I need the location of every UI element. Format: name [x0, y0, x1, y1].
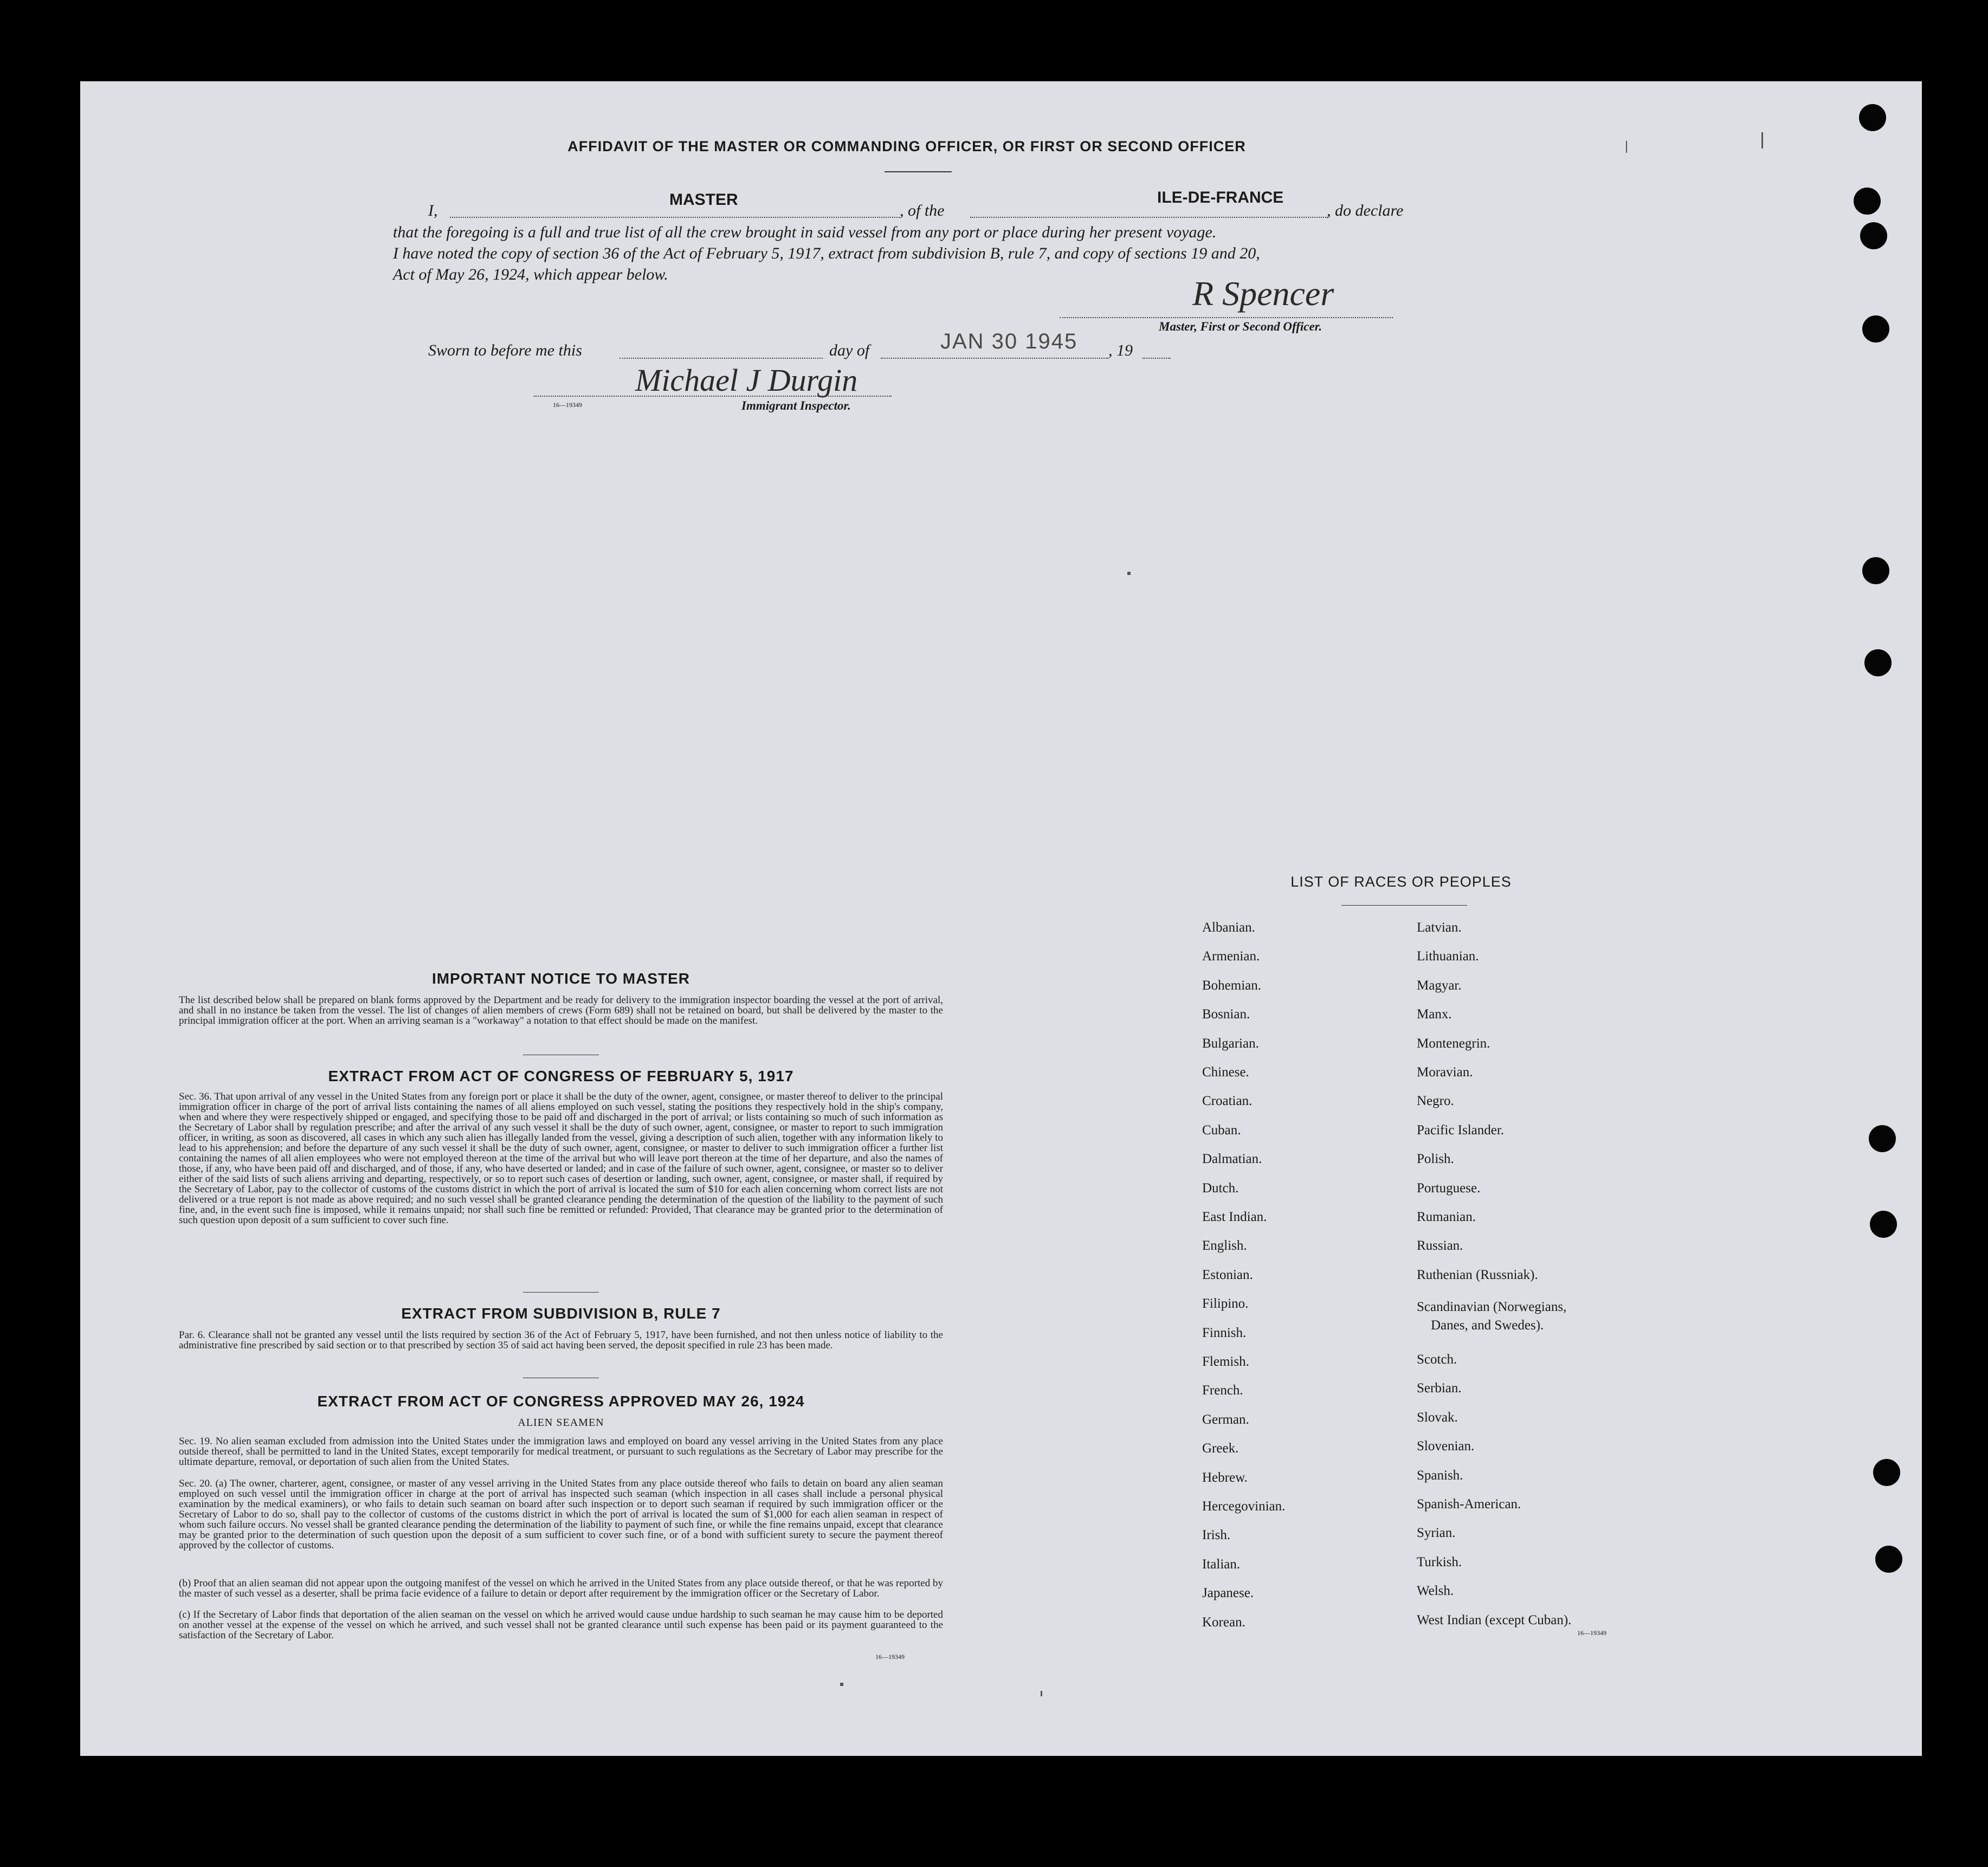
- scan-speck: [1761, 132, 1763, 148]
- affidavit-line-4: Act of May 26, 1924, which appear below.: [393, 266, 668, 283]
- binder-hole: [1854, 188, 1881, 215]
- race-item: Moravian.: [1417, 1065, 1473, 1080]
- form-number-bottom-right: 16—19349: [1577, 1629, 1606, 1637]
- race-item: Greek.: [1202, 1441, 1239, 1456]
- form-number-top: 16—19349: [553, 401, 582, 409]
- binder-hole: [1873, 1459, 1900, 1486]
- extract-rule7-title: EXTRACT FROM SUBDIVISION B, RULE 7: [401, 1305, 721, 1322]
- race-item: Pacific Islander.: [1417, 1123, 1505, 1138]
- day-of-label: day of: [829, 341, 870, 359]
- race-item: English.: [1202, 1238, 1247, 1253]
- master-value: MASTER: [669, 191, 738, 209]
- ship-value: ILE-DE-FRANCE: [1157, 189, 1284, 206]
- race-item: West Indian (except Cuban).: [1417, 1613, 1572, 1627]
- race-item: Japanese.: [1202, 1586, 1254, 1600]
- race-item: Scotch.: [1417, 1352, 1457, 1367]
- affidavit-line-2: that the foregoing is a full and true list of all the crew brought in said vessel from any port or place during her present voyage.: [393, 223, 1217, 241]
- race-item: Serbian.: [1417, 1381, 1462, 1396]
- race-item: Spanish.: [1417, 1468, 1463, 1483]
- race-item: Syrian.: [1417, 1526, 1456, 1540]
- race-item: Finnish.: [1202, 1326, 1247, 1340]
- race-item: Turkish.: [1417, 1555, 1462, 1569]
- notice-title: IMPORTANT NOTICE TO MASTER: [431, 970, 690, 987]
- race-item: German.: [1202, 1412, 1249, 1427]
- race-item: Magyar.: [1417, 978, 1462, 993]
- race-item: Portuguese.: [1417, 1181, 1481, 1196]
- race-item: Negro.: [1417, 1094, 1454, 1108]
- i-label: I,: [428, 202, 438, 219]
- inspector-caption: Immigrant Inspector.: [741, 399, 851, 412]
- races-title: LIST OF RACES OR PEOPLES: [1290, 874, 1512, 890]
- race-item: Slovak.: [1417, 1410, 1458, 1425]
- inspector-signature: Michael J Durgin: [635, 363, 858, 398]
- binder-hole: [1875, 1546, 1902, 1573]
- race-item: Polish.: [1417, 1152, 1454, 1166]
- form-number-bottom-left: 16—19349: [875, 1653, 905, 1661]
- race-item: Slovenian.: [1417, 1439, 1475, 1453]
- race-item: Scandinavian (Norwegians,: [1417, 1300, 1567, 1314]
- race-item: Croatian.: [1202, 1094, 1253, 1108]
- inspector-line: [534, 396, 892, 397]
- extract-1924-sec20c: (c) If the Secretary of Labor finds that deportation of the alien seaman on the vessel on which he arrived would cause undue hardship to such seaman he may cause him to be deported on another vessel at the expense of the vessel on which he arrived, and such vessel shall not be granted clearance until such expense has been paid or its payment guaranteed to the satisfaction of the Secretary of Labor.: [179, 1609, 943, 1641]
- affidavit-line-3: I have noted the copy of section 36 of the Act of February 5, 1917, extract from subdivision B, rule 7, and copy of sections 19 and 20,: [393, 244, 1260, 262]
- race-item: Estonian.: [1202, 1268, 1253, 1282]
- scan-speck: [1127, 572, 1131, 575]
- extract-1917-title: EXTRACT FROM ACT OF CONGRESS OF FEBRUARY 5, 1917: [328, 1068, 794, 1084]
- scan-speck: [840, 1683, 843, 1686]
- sworn-month-line: [881, 358, 1108, 359]
- binder-hole: [1869, 1125, 1896, 1152]
- race-item: Lithuanian.: [1417, 949, 1479, 964]
- race-item: Dalmatian.: [1202, 1152, 1262, 1166]
- binder-hole: [1860, 222, 1887, 249]
- master-line: [450, 217, 900, 218]
- race-item: Flemish.: [1202, 1354, 1249, 1369]
- race-item: Welsh.: [1417, 1584, 1454, 1598]
- race-item: Manx.: [1417, 1007, 1452, 1022]
- of-the-label: , of the: [900, 202, 945, 219]
- race-item: Ruthenian (Russniak).: [1417, 1268, 1538, 1282]
- binder-hole: [1862, 557, 1889, 584]
- extract-1924-sec20b: (b) Proof that an alien seaman did not appear upon the outgoing manifest of the vessel on which he arrived in the United States from any place outside thereof, or that he was reported by the master of such vessel as a deserter, shall be prima facie evidence of a failure to detain or deport after requirement by the immigration officer or the Secretary of Labor.: [179, 1578, 943, 1599]
- race-item: Armenian.: [1202, 949, 1260, 964]
- race-item: Italian.: [1202, 1557, 1241, 1572]
- declare-label: , do declare: [1327, 202, 1404, 219]
- race-item: Rumanian.: [1417, 1210, 1476, 1224]
- race-item: Cuban.: [1202, 1123, 1241, 1138]
- race-item: Bosnian.: [1202, 1007, 1250, 1022]
- race-item: Dutch.: [1202, 1181, 1239, 1196]
- binder-hole: [1859, 104, 1886, 131]
- race-item: Russian.: [1417, 1238, 1463, 1253]
- race-item: Hebrew.: [1202, 1470, 1248, 1485]
- extract-1924-sec19: Sec. 19. No alien seaman excluded from admission into the United States under the immigration laws and employed on board any vessel arriving in the United States from any place outside thereof, shall be permitted to land in the United States, except temporarily for medical treatment, or pursuant to such regulations as the Secretary of Labor may prescribe for the ultimate departure, removal, or deportation of such alien from the United States.: [179, 1436, 943, 1468]
- date-stamp: JAN 30 1945: [940, 330, 1078, 353]
- scan-speck: [1626, 141, 1627, 153]
- master-signature-line: [1060, 317, 1393, 318]
- binder-hole: [1862, 315, 1889, 343]
- ship-line: [970, 217, 1328, 218]
- race-item-continuation: Danes, and Swedes).: [1431, 1318, 1544, 1333]
- race-item: Chinese.: [1202, 1065, 1249, 1080]
- extract-1924-title: EXTRACT FROM ACT OF CONGRESS APPROVED MAY 26, 1924: [317, 1393, 805, 1410]
- races-title-underline: [1341, 905, 1467, 906]
- sworn-day-line: [619, 358, 823, 359]
- master-caption: Master, First or Second Officer.: [1159, 320, 1322, 333]
- year-suffix: , 19: [1108, 341, 1133, 359]
- extract-1924-sec20a: Sec. 20. (a) The owner, charterer, agent, consignee, or master of any vessel arriving in the United States from any place outside thereof who fails to detain on board any alien seaman employed on such vessel until the immigration officer in charge at the port of arrival has inspected such seaman (which inspection in all cases shall include a personal physical examination by the medical examiners), or who fails to detain such seaman on board after such inspection or to deport such seaman if required by such immigration officer or the Secretary of Labor to do so, shall pay to the collector of customs of the customs district in which the port of arrival is located the sum of $1,000 for each alien seaman in respect of whom such failure occurs. No vessel shall be granted clearance pending the determination of the liability to payment of such fine, or while the fine remains unpaid, except that clearance may be granted prior to the determination of such question upon the deposit of a sum sufficient to cover such fine, or of a bond with sufficient surety to secure the payment thereof approved by the collector of customs.: [179, 1478, 943, 1551]
- race-item: Korean.: [1202, 1615, 1245, 1630]
- race-item: Bulgarian.: [1202, 1036, 1259, 1051]
- alien-seamen-subtitle: ALIEN SEAMEN: [518, 1417, 604, 1429]
- race-item: Irish.: [1202, 1528, 1231, 1542]
- race-item: French.: [1202, 1383, 1243, 1398]
- extract-rule7-body: Par. 6. Clearance shall not be granted any vessel until the lists required by section 36 of the Act of February 5, 1917, have been furnished, and not then unless notice of liability to the administrative fine prescribed by said section or to that prescribed by section 35 of said act having been served, the deposit specified in rule 23 has been made.: [179, 1329, 943, 1351]
- master-signature: R Spencer: [1192, 274, 1334, 313]
- title-underline: [885, 171, 952, 172]
- race-item: Bohemian.: [1202, 978, 1262, 993]
- sworn-label: Sworn to before me this: [428, 341, 582, 359]
- race-item: Albanian.: [1202, 920, 1255, 935]
- notice-body: The list described below shall be prepared on blank forms approved by the Department and be ready for delivery to the immigration inspector boarding the vessel at the port of arrival, and shall in no instance be taken from the vessel. The list of changes of alien members of crews (Form 689) shall not be retained on board, but shall be delivered by the master to the principal immigration officer at the port. When an arriving seaman is a "workaway" a notation to that effect should be made on the manifest.: [179, 994, 943, 1026]
- binder-hole: [1864, 649, 1892, 676]
- race-item: East Indian.: [1202, 1210, 1267, 1224]
- scan-speck: [1041, 1691, 1042, 1696]
- race-item: Filipino.: [1202, 1296, 1249, 1311]
- binder-hole: [1870, 1211, 1897, 1238]
- year-line: [1143, 358, 1171, 359]
- affidavit-title: AFFIDAVIT OF THE MASTER OR COMMANDING OFFICER, OR FIRST OR SECOND OFFICER: [567, 138, 1246, 154]
- race-item: Hercegovinian.: [1202, 1499, 1286, 1514]
- race-item: Latvian.: [1417, 920, 1462, 935]
- race-item: Spanish-American.: [1417, 1497, 1521, 1511]
- section-divider: [523, 1292, 599, 1293]
- race-item: Montenegrin.: [1417, 1036, 1490, 1051]
- extract-1917-body: Sec. 36. That upon arrival of any vessel in the United States from any foreign port or place it shall be the duty of the owner, agent, consignee, or master thereof to deliver to the principal immigration officer in charge of the port of arrival lists containing the names of all aliens employed on such vessel, stating the positions they respectively hold in the ship's company, when and where they were respectively shipped or engaged, and specifying those to be paid off and discharged in the port of arrival; or lists containing so much of such information as the Secretary of Labor shall by regulation prescribe; and after the arrival of any such vessel it shall be the duty of such owner, agent, consignee, or master to report to such immigration officer, in writing, as soon as discovered, all cases in which any such alien has illegally landed from the vessel, giving a description of such alien, together with any information likely to lead to his apprehension; and before the departure of any such vessel it shall be the duty of such owner, agent, consignee, or master to deliver to such immigration officer a further list containing the names of all alien employees who were not employed thereon at the time of the arrival but who will leave port thereon at the time of her departure, and also the names of those, if any, who have been paid off and discharged, and of those, if any, who have deserted or landed; and in case of the failure of such owner, agent, consignee, or master so to deliver either of the said lists of such aliens arriving and departing, respectively, or so to report such cases of desertion or landing, such owner, agent, consignee, or master shall, if required by the Secretary of Labor, pay to the collector of customs of the customs district in which the port of arrival is located the sum of $10 for each alien concerning whom correct lists are not delivered or a true report is not made as above required; and no such vessel shall be granted clearance pending the determination of the question of the liability to the payment of such fine, and, in the event such fine is imposed, while it remains unpaid; nor shall such fine be remitted or refunded: Provided, That clearance may be granted prior to the determination of such question upon deposit of a sum sufficient to cover such fine.: [179, 1091, 943, 1226]
